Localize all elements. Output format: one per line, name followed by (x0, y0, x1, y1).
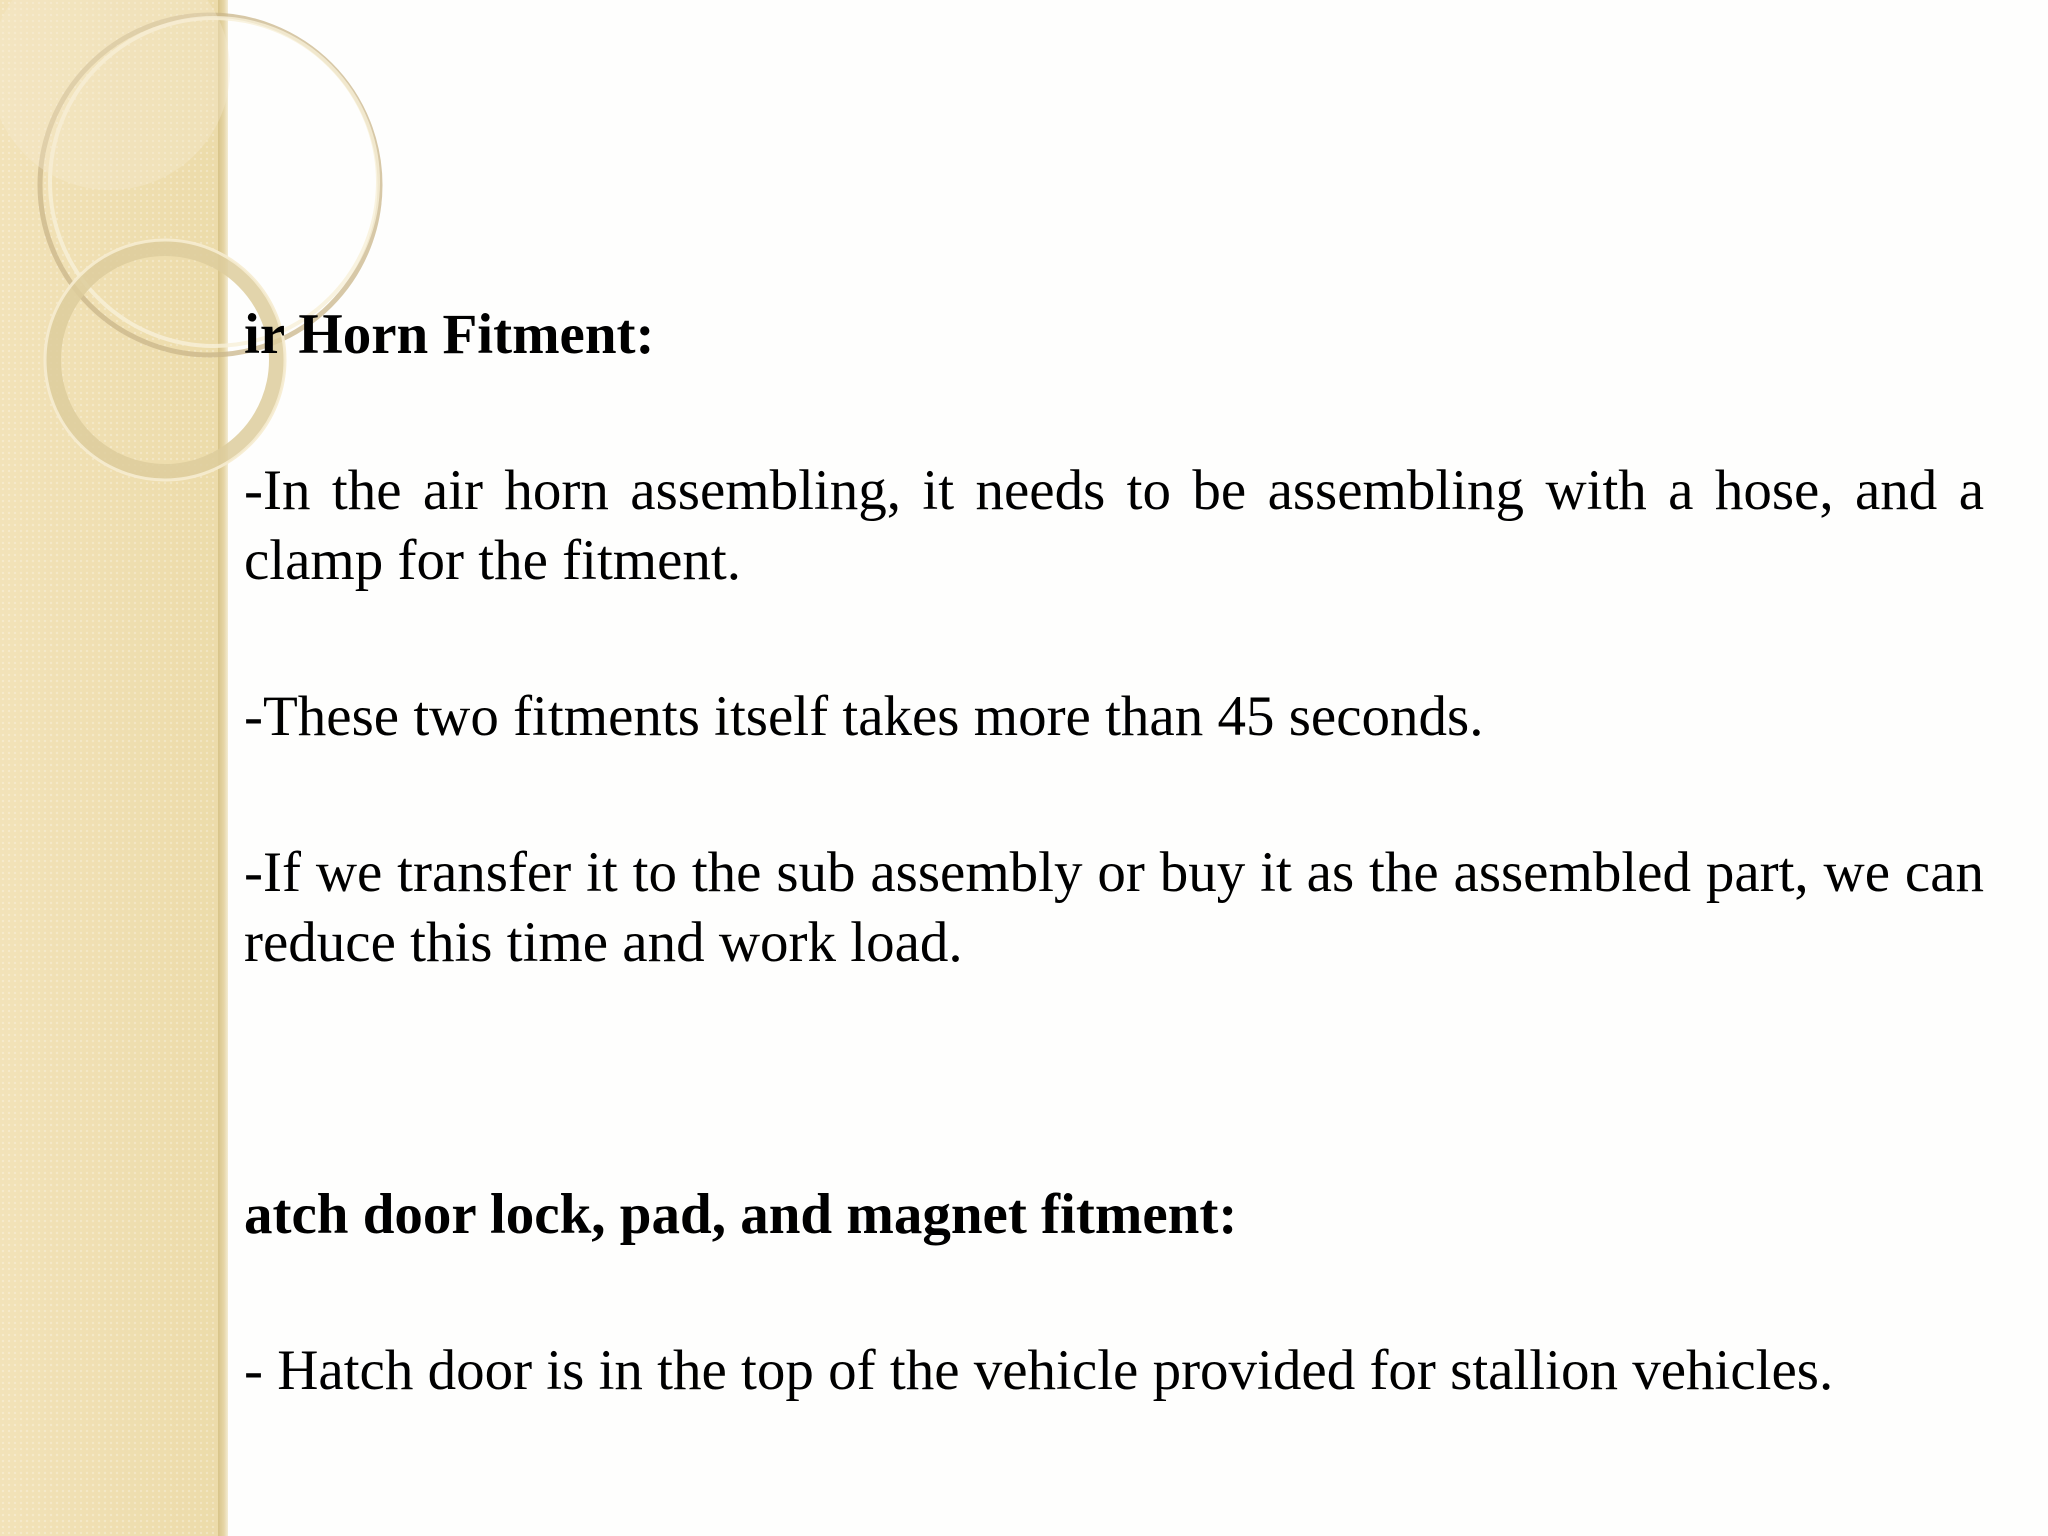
paragraph-fitment-time: -These two fitments itself takes more than 45 seconds. (244, 685, 1484, 748)
paragraph-sub-assembly: -If we transfer it to the sub assembly or buy it as the assembled part, we can reduce this time and work load. (244, 841, 1984, 974)
section-heading-air-horn: ir Horn Fitment: (244, 303, 655, 366)
paragraph-hatch-door: - Hatch door is in the top of the vehicle provided for stallion vehicles. (244, 1339, 1834, 1402)
section-heading-hatch-door: atch door lock, pad, and magnet fitment: (244, 1183, 1238, 1246)
soft-glow (0, 0, 230, 190)
decorative-rings (0, 0, 240, 520)
paragraph-air-horn-assembly: -In the air horn assembling, it needs to be assembling with a hose, and a clamp for the fitment. (244, 459, 1984, 592)
slide-body (244, 300, 1984, 1406)
